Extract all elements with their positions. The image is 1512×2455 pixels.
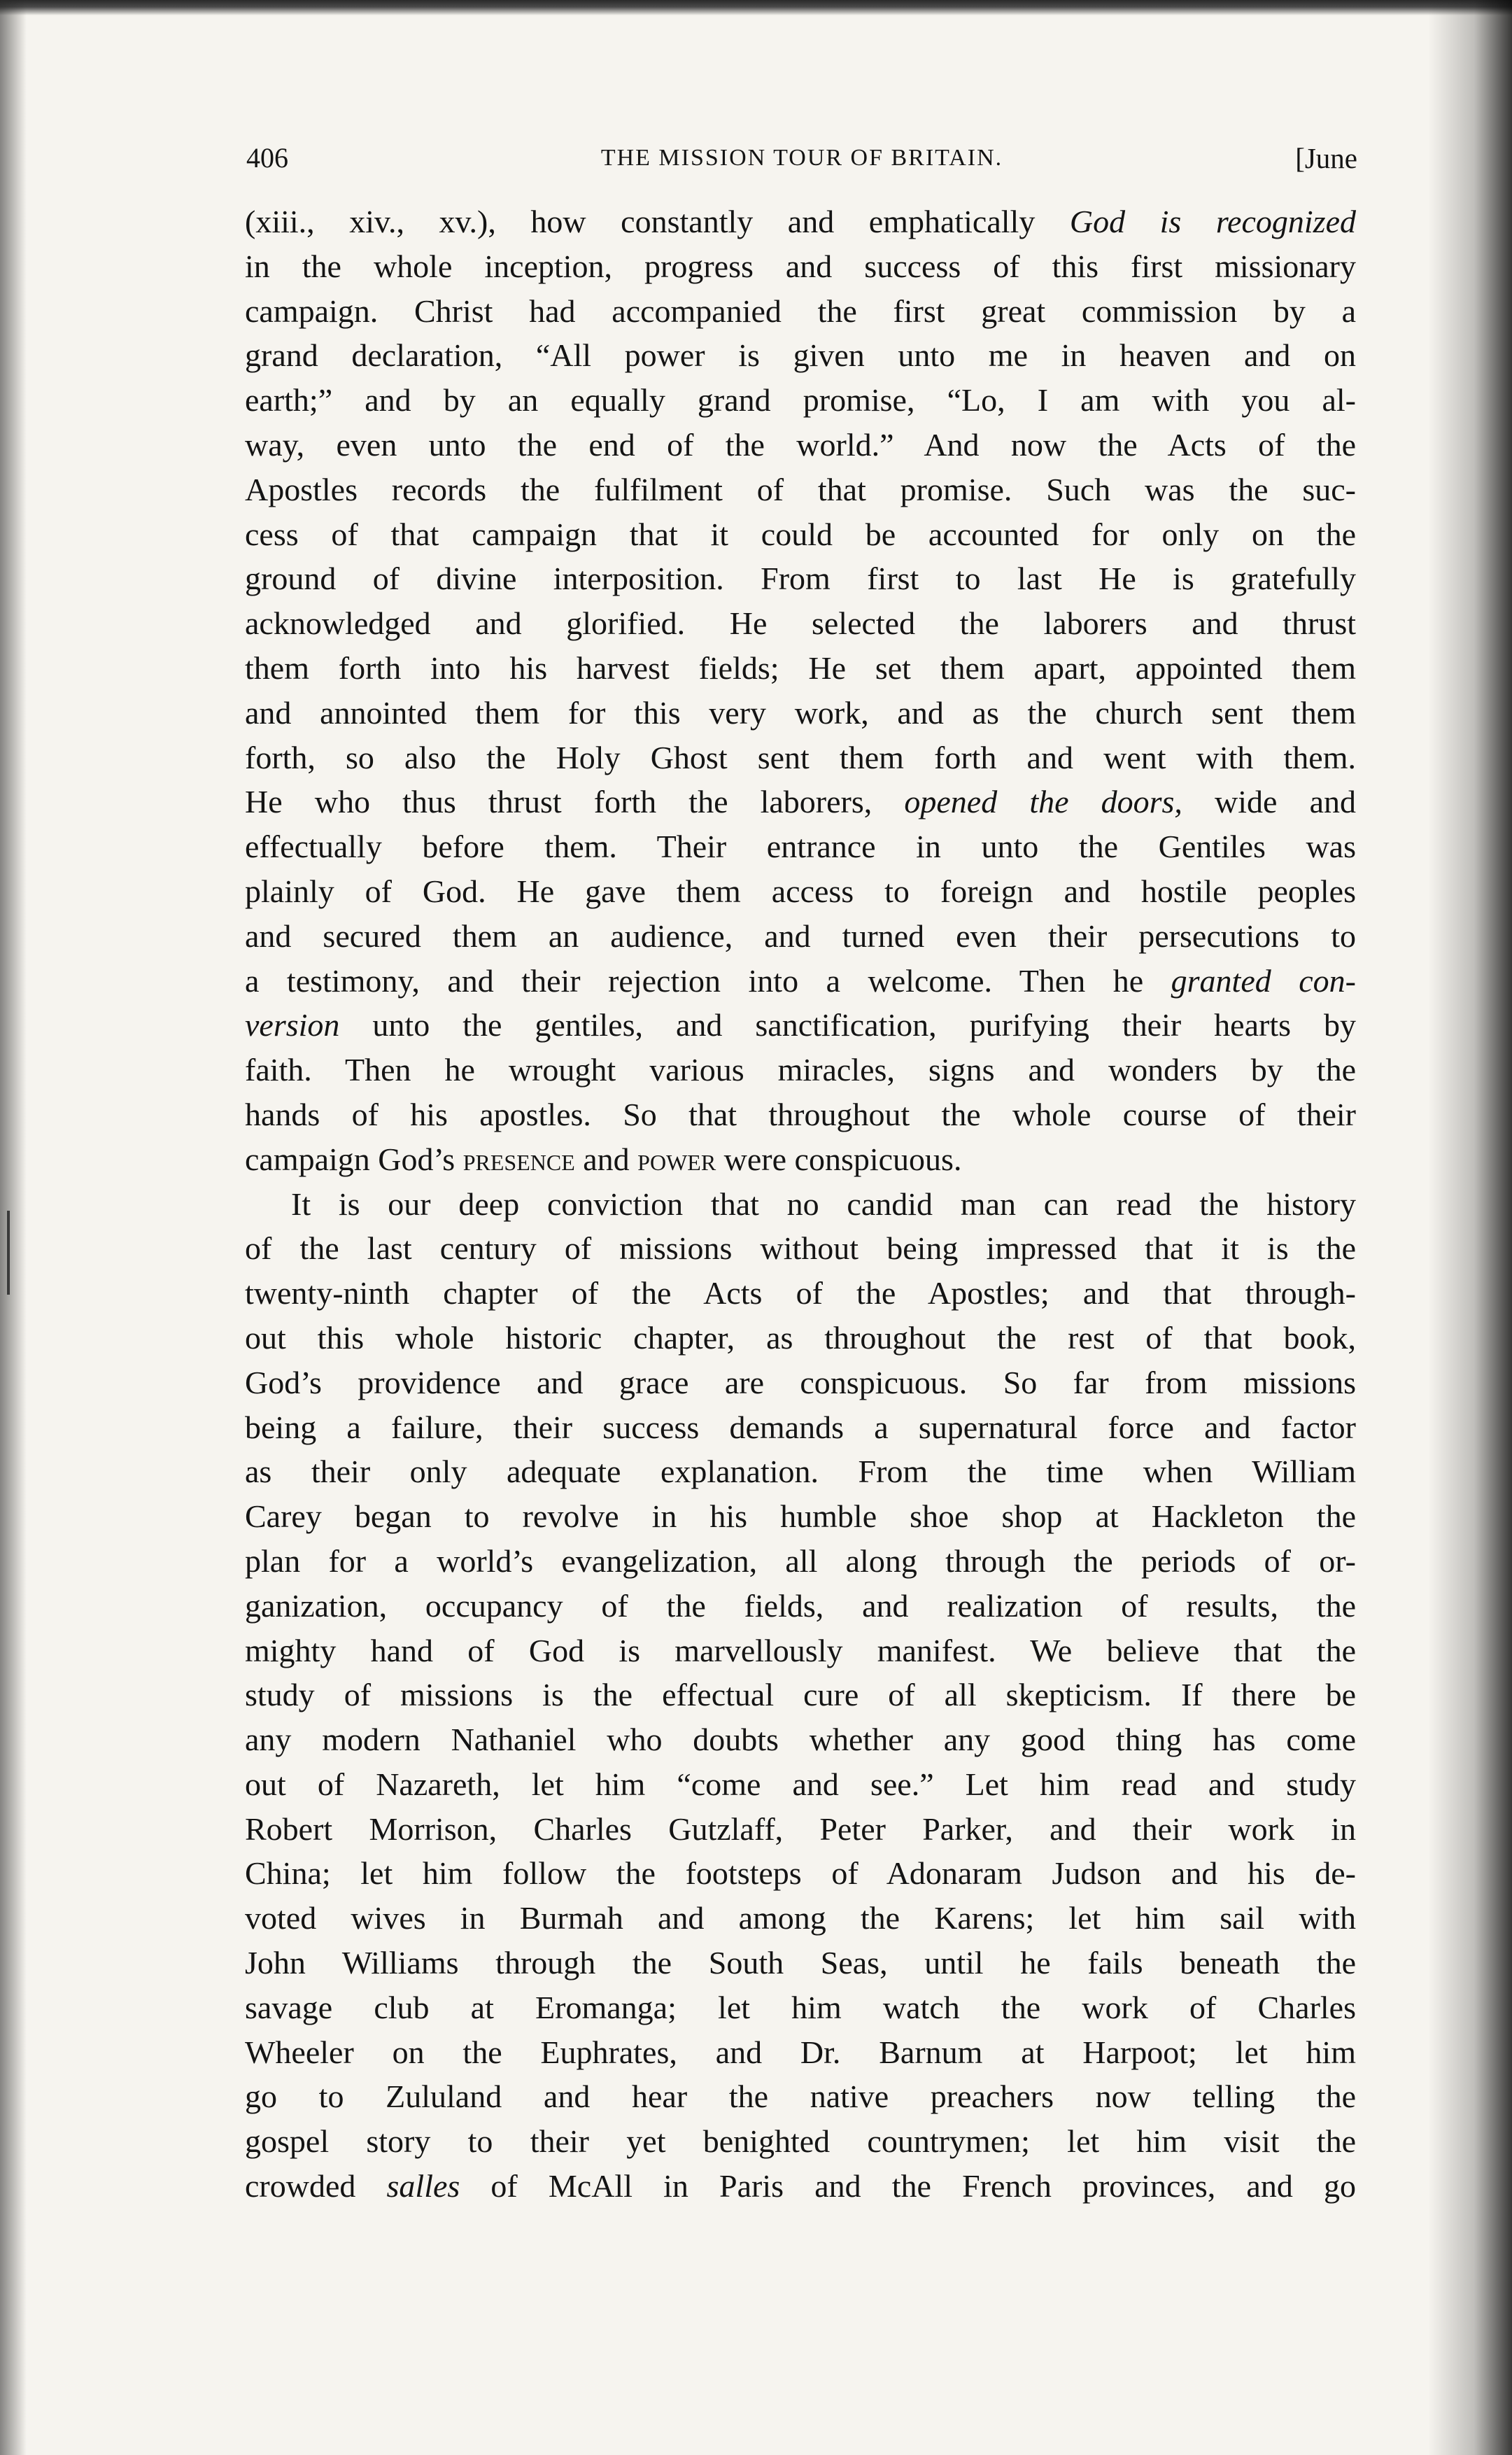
emphasis-text: opened the doors, <box>904 784 1182 820</box>
emphasis-text: version <box>245 1007 340 1043</box>
text-line: study of missions is the effectual cure of all skepticism. If there be <box>245 1677 1356 1713</box>
text-line: any modern Nathaniel who doubts whether any good thing has come <box>245 1722 1356 1758</box>
text-line: and secured them an audience, and turned even their persecutions to <box>245 917 1356 954</box>
page-number: 406 <box>246 142 288 174</box>
text-line: voted wives in Burmah and among the Karens; let him sail with <box>245 1900 1356 1936</box>
scan-top-edge <box>0 0 1512 15</box>
text-line: Robert Morrison, Charles Gutzlaff, Peter Parker, and their work in <box>245 1810 1356 1847</box>
text-line: hands of his apostles. So that throughout the whole course of their <box>245 1096 1356 1132</box>
text-line: go to Zululand and hear the native preachers now telling the <box>245 2078 1356 2115</box>
text-line: mighty hand of God is marvellously manifest. We believe that the <box>245 1632 1356 1668</box>
text-line: Apostles records the fulfilment of that promise. Such was the suc- <box>245 471 1356 507</box>
text-line: out this whole historic chapter, as throughout the rest of that book, <box>245 1319 1356 1356</box>
text-line: a testimony, and their rejection into a welcome. Then he granted con- <box>245 962 1356 999</box>
emphasis-text: God is recognized <box>1069 204 1356 239</box>
text-line: John Williams through the South Seas, until he fails beneath the <box>245 1945 1356 1981</box>
text-line: ground of divine interposition. From first to last He is gratefully <box>245 561 1356 597</box>
text-line: crowded salles of McAll in Paris and the French provinces, and go <box>245 2168 1356 2204</box>
text-line: way, even unto the end of the world.” And now the Acts of the <box>245 426 1356 463</box>
text-line: faith. Then he wrought various miracles, signs and wonders by the <box>245 1052 1356 1088</box>
text-line: campaign. Christ had accompanied the first great commission by a <box>245 293 1356 329</box>
text-line: savage club at Eromanga; let him watch the work of Charles <box>245 1989 1356 2025</box>
text-line: them forth into his harvest fields; He set them apart, appointed them <box>245 649 1356 686</box>
text-line: It is our deep conviction that no candid man can read the history <box>291 1186 1356 1222</box>
text-line: earth;” and by an equally grand promise, “Lo, I am with you al- <box>245 382 1356 418</box>
text-line: (xiii., xiv., xv.), how constantly and emphatically God is recognized <box>245 204 1356 239</box>
text-line: and annointed them for this very work, and as the church sent them <box>245 694 1356 731</box>
text-line: twenty-ninth chapter of the Acts of the Apostles; and that through- <box>245 1275 1356 1311</box>
scan-right-edge <box>1428 0 1512 2455</box>
running-header <box>246 139 1357 181</box>
section-ref: [June <box>1295 142 1357 174</box>
scan-left-edge <box>0 0 27 2455</box>
text-line: cess of that campaign that it could be accounted for only on the <box>245 516 1356 552</box>
text-line: acknowledged and glorified. He selected the laborers and thrust <box>245 605 1356 642</box>
text-line: Wheeler on the Euphrates, and Dr. Barnum at Harpoot; let him <box>245 2034 1356 2070</box>
text-line: being a failure, their success demands a supernatural force and factor <box>245 1409 1356 1445</box>
scan-mark <box>7 1211 10 1295</box>
text-line: gospel story to their yet benighted countrymen; let him visit the <box>245 2123 1356 2160</box>
text-line: in the whole inception, progress and success of this first missionary <box>245 248 1356 284</box>
emphasis-text: salles <box>386 2168 460 2204</box>
text-line: out of Nazareth, let him “come and see.” Let him read and study <box>245 1766 1356 1802</box>
text-line: grand declaration, “All power is given unto me in heaven and on <box>245 337 1356 374</box>
text-line: version unto the gentiles, and sanctification, purifying their hearts by <box>245 1007 1356 1043</box>
text-line: campaign God’s presence and power were conspicuous. <box>245 1141 962 1177</box>
small-caps-text: presence <box>462 1141 575 1177</box>
text-line: plainly of God. He gave them access to foreign and hostile peoples <box>245 873 1356 909</box>
text-line: effectually before them. Their entrance in unto the Gentiles was <box>245 829 1356 865</box>
body-text <box>245 199 1356 2209</box>
running-title: THE MISSION TOUR OF BRITAIN. <box>600 145 1003 171</box>
text-line: China; let him follow the footsteps of Adonaram Judson and his de- <box>245 1855 1356 1892</box>
emphasis-text: granted con- <box>1171 962 1356 999</box>
text-line: ganization, occupancy of the fields, and realization of results, the <box>245 1587 1356 1624</box>
small-caps-text: power <box>637 1141 716 1177</box>
text-line: Carey began to revolve in his humble shoe shop at Hackleton the <box>245 1498 1356 1535</box>
text-line: as their only adequate explanation. From the time when William <box>245 1454 1356 1490</box>
text-line: forth, so also the Holy Ghost sent them forth and went with them. <box>245 739 1356 775</box>
text-line: plan for a world’s evangelization, all along through the periods of or- <box>245 1542 1356 1579</box>
text-line: God’s providence and grace are conspicuous. So far from missions <box>245 1364 1356 1400</box>
text-line: He who thus thrust forth the laborers, opened the doors, wide and <box>245 784 1356 820</box>
text-line: of the last century of missions without being impressed that it is the <box>245 1230 1356 1267</box>
